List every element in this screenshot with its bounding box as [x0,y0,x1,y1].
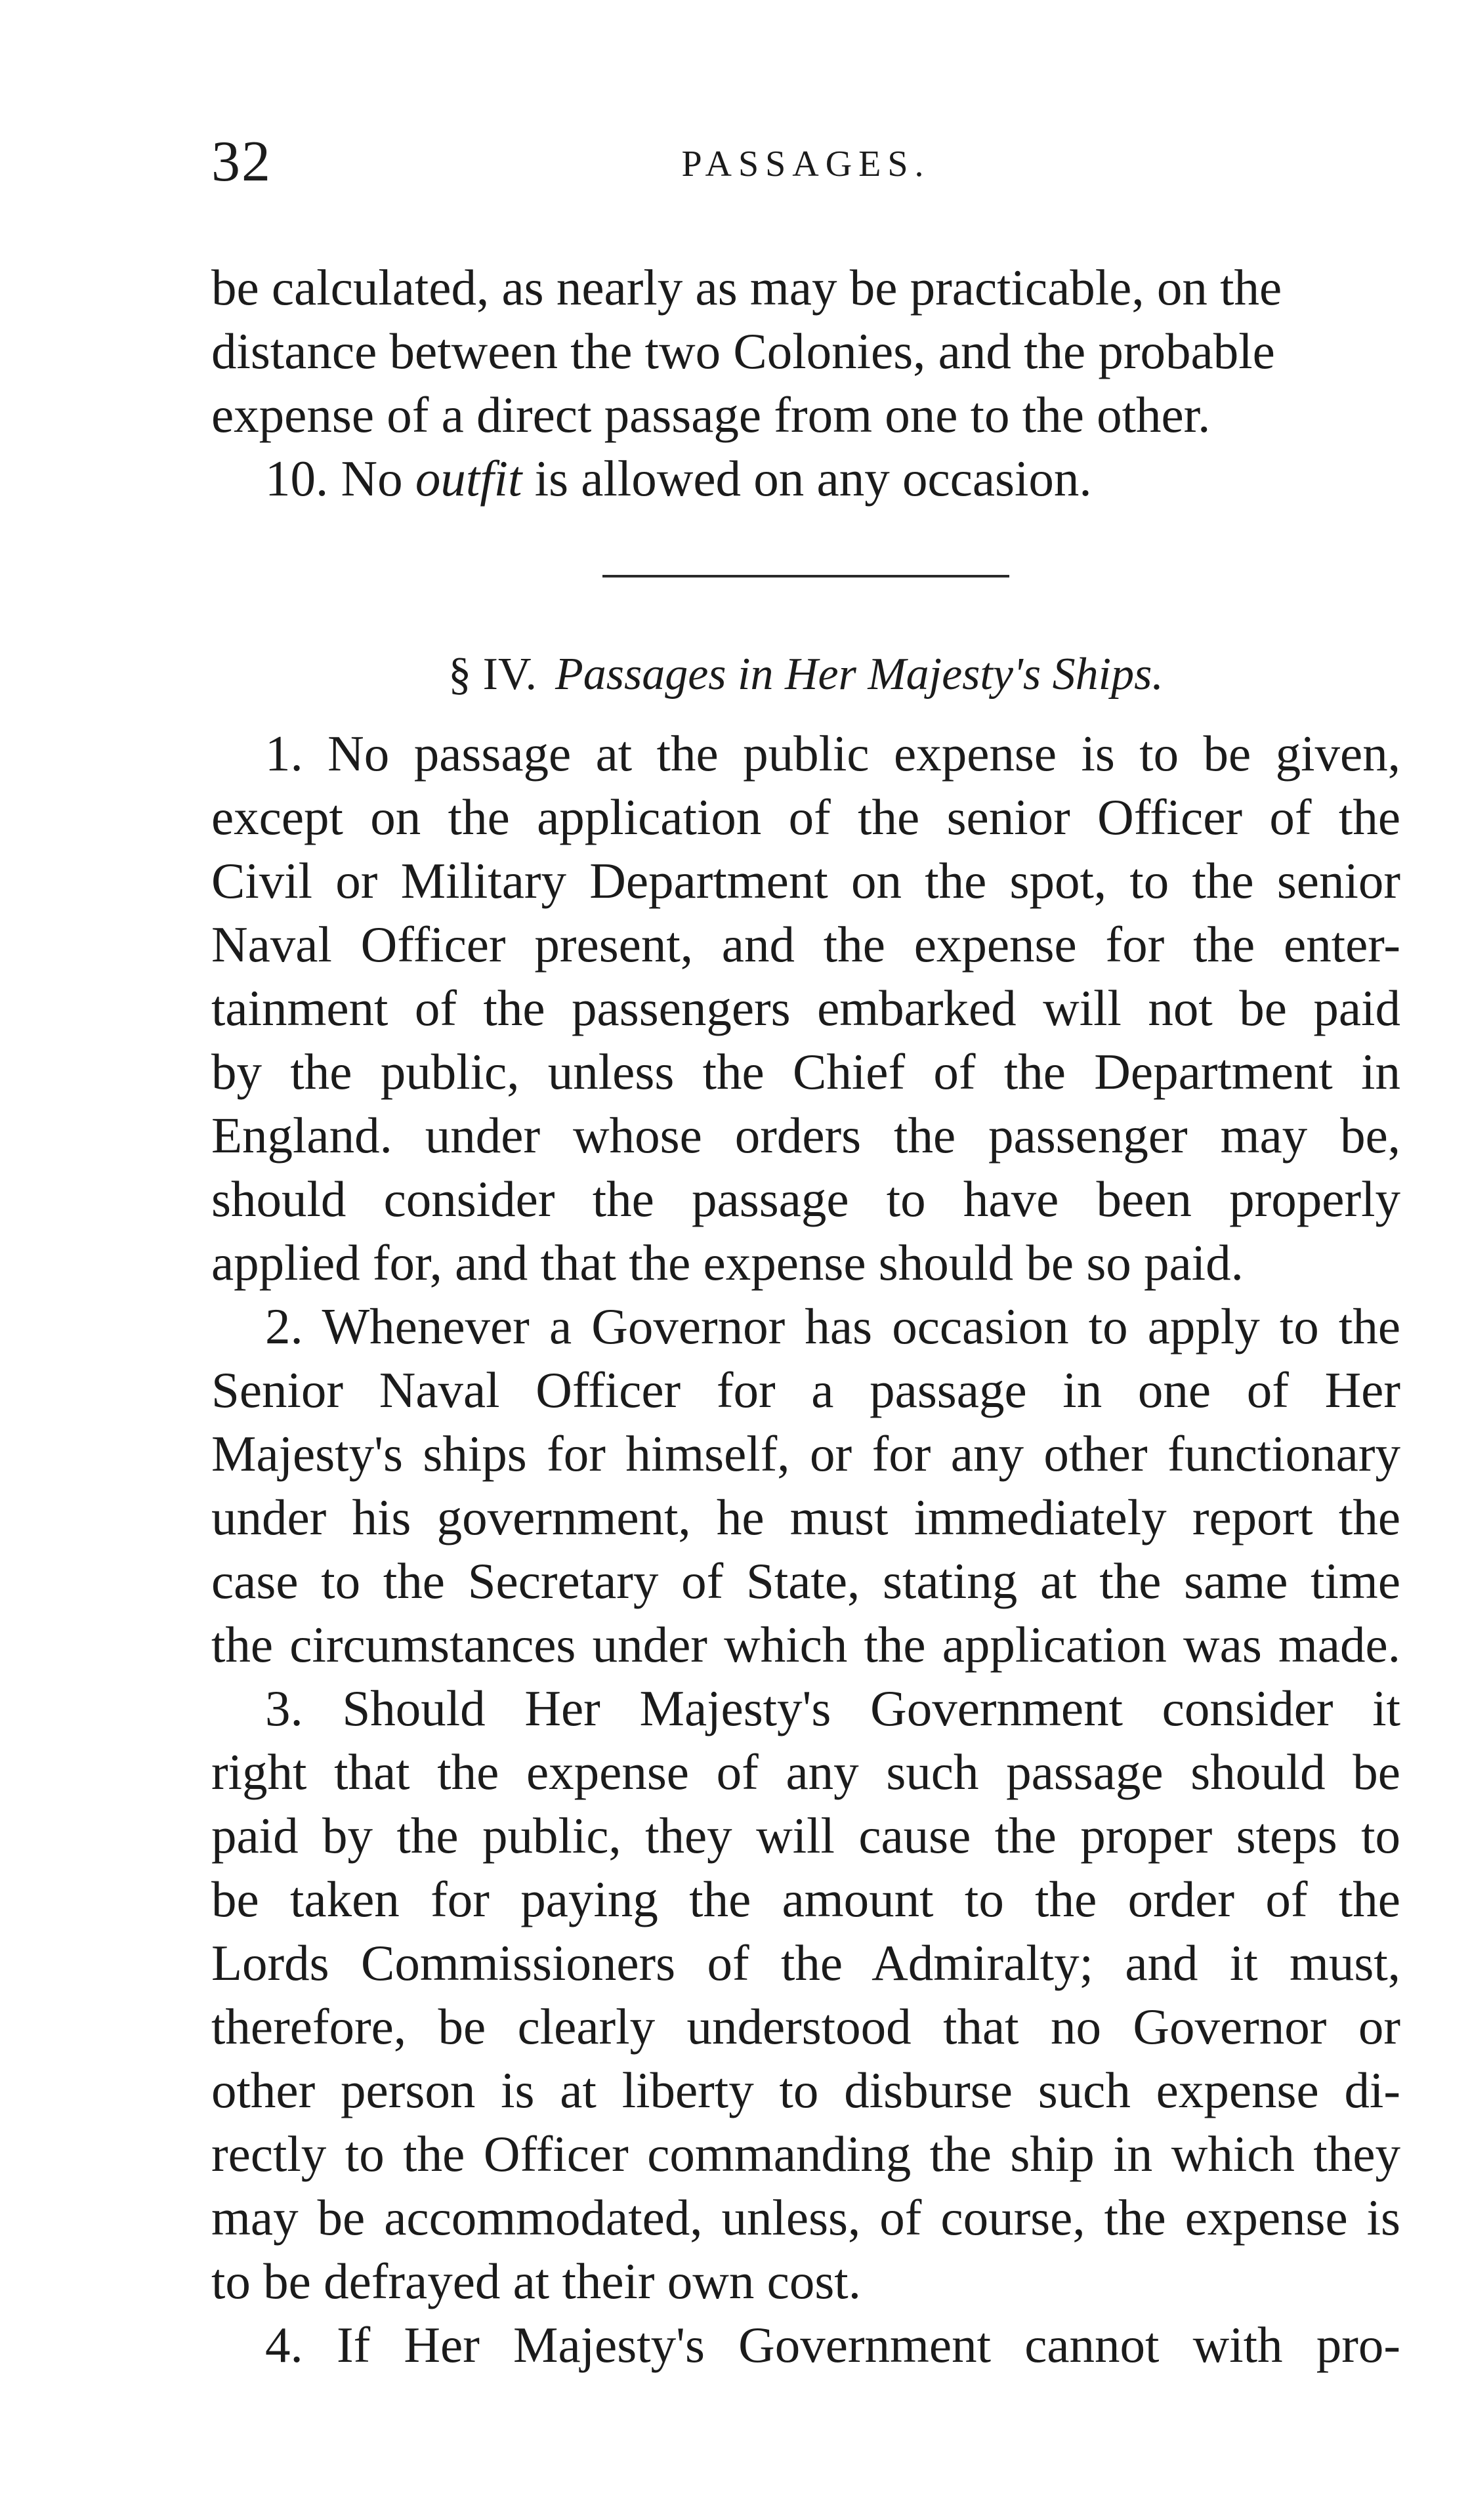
paragraph-4 [211,2313,1400,2377]
section-symbol: § IV. [448,649,537,700]
text-line: may be accommodated, unless, of course, the expense is [211,2189,1400,2246]
text-line: to be defrayed at their own cost. [211,2253,861,2309]
text-line: applied for, and that the expense should be so paid. [211,1234,1244,1291]
text-line: the circumstances under which the application was made. [211,1616,1400,1673]
paragraph-1 [211,722,1400,1295]
paragraph-3 [211,1677,1400,2313]
running-head: PASSAGES. [681,144,931,184]
text-line: England. under whose orders the passenger may be, [211,1107,1400,1164]
text-line: case to the Secretary of State, stating at the same time [211,1553,1400,1609]
item-text: is allowed on any occasion. [534,450,1092,507]
text-line: therefore, be clearly understood that no Governor or [211,1998,1400,2055]
text-line: Senior Naval Officer for a passage in one of Her [211,1362,1400,1418]
section-divider [602,575,1009,578]
item-number: 10. [265,450,329,507]
text-line: except on the application of the senior Officer of the [211,789,1400,845]
text-line: right that the expense of any such passage should be [211,1744,1400,1800]
text-line: be taken for paying the amount to the order of the [211,1871,1400,1927]
text-line: rectly to the Officer commanding the ship in which they [211,2126,1400,2182]
text-line: Majesty's ships for himself, or for any other functionary [211,1425,1400,1482]
text-line: Naval Officer present, and the expense for the enter- [211,916,1400,973]
text-line: Civil or Military Department on the spot, to the senior [211,852,1400,909]
item-italic-word: outfit [415,450,522,507]
intro-paragraph [211,256,1400,511]
text-line: should consider the passage to have been properly [211,1171,1400,1227]
text-line: 4. If Her Majesty's Government cannot with pro- [265,2317,1400,2373]
text-line: by the public, unless the Chief of the Department in [211,1043,1400,1100]
text-line: other person is at liberty to disburse such expense di- [211,2062,1400,2118]
paragraph-2 [211,1295,1400,1677]
text-line: tainment of the passengers embarked will not be paid [211,980,1400,1036]
page-number: 32 [211,130,272,194]
text-line: 2. Whenever a Governor has occasion to apply to the [265,1298,1400,1354]
section-title: Passages in Her Majesty's Ships. [555,649,1164,700]
text-line: Lords Commissioners of the Admiralty; and it must, [211,1935,1400,1991]
page-body [211,256,1400,2377]
text-line: 1. No passage at the public expense is to be given, [265,725,1400,782]
text-line: under his government, he must immediately report the [211,1489,1400,1545]
text-line: expense of a direct passage from one to the other. [211,387,1211,443]
section-heading [211,642,1400,707]
item-text: No [341,450,403,507]
text-line: 3. Should Her Majesty's Government consider it [265,1680,1400,1736]
page-header [211,129,1400,201]
text-line: paid by the public, they will cause the proper steps to [211,1807,1400,1864]
text-line: distance between the two Colonies, and the probable [211,323,1275,379]
text-line: be calculated, as nearly as may be practicable, on the [211,259,1282,316]
item-10-line [211,447,1400,511]
